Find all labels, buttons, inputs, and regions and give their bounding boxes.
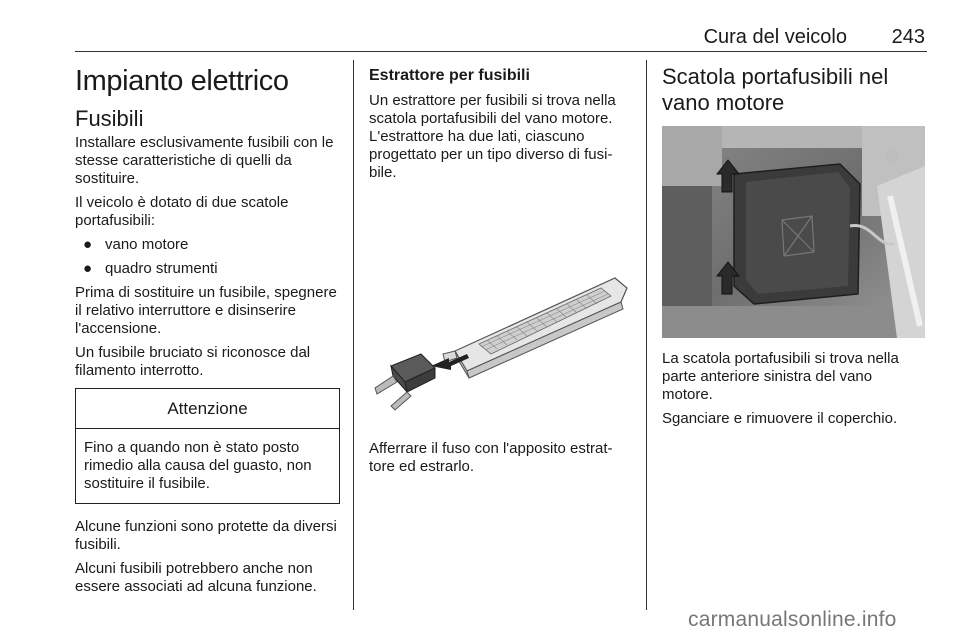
engine-fusebox-photo	[662, 126, 925, 338]
paragraph: Alcune funzioni sono protette da diversi fusibili.	[75, 518, 337, 553]
paragraph: Un fusibile bruciato si riconosce dal filamento interrotto.	[75, 344, 311, 379]
page-number: 243	[891, 26, 925, 48]
fuse-extractor-illustration	[369, 226, 634, 426]
column-3	[662, 60, 927, 428]
paragraph: Alcuni fusibili potrebbero anche non essere associati ad alcuna funzione.	[75, 560, 317, 595]
paragraph: Sganciare e rimuovere il coperchio.	[662, 410, 898, 427]
page-header	[75, 22, 927, 52]
chapter-title: Impianto elettrico	[75, 65, 289, 97]
column-2	[369, 60, 634, 476]
paragraph: La scatola portafusibili si trova nella parte anteriore sinistra del vano motore.	[662, 350, 899, 403]
list-item: ● quadro strumenti	[83, 260, 218, 277]
warning-text: Fino a quando non è stato posto rimedio alla causa del guasto, non sostituire il fusibile.	[84, 439, 312, 492]
paragraph: Il veicolo è dotato di due scatole portafusibili:	[75, 194, 289, 229]
section-title: Cura del veicolo	[703, 26, 847, 48]
column-divider-1	[353, 60, 354, 610]
section-heading-extractor: Estrattore per fusibili	[369, 67, 530, 84]
section-heading-engine-fusebox: Scatola portafusibili nel vano motore	[662, 64, 889, 115]
column-1	[75, 60, 340, 596]
bullet-icon: ●	[83, 236, 93, 253]
paragraph: Installare esclusivamente fusibili con le stesse caratteristiche di quelli da sostituire.	[75, 134, 334, 187]
watermark: carmanualsonline.info	[688, 608, 897, 631]
warning-title: Attenzione	[76, 389, 339, 429]
warning-box	[75, 388, 340, 504]
bullet-list	[75, 236, 340, 278]
paragraph: Un estrattore per fusibili si trova nella scatola portafusibili del vano motore. L'estrattore ha due lati, ciascuno progettato per un tipo diverso di fusi-bile.	[369, 92, 616, 181]
paragraph: Afferrare il fuso con l'apposito estrat-tore ed estrarlo.	[369, 440, 613, 475]
paragraph: Prima di sostituire un fusibile, spegnere il relativo interruttore e disinserire l'accensione.	[75, 284, 337, 337]
list-item: ● vano motore	[83, 236, 189, 253]
section-heading-fusibili: Fusibili	[75, 106, 144, 131]
bullet-icon: ●	[83, 260, 93, 277]
column-divider-2	[646, 60, 647, 610]
